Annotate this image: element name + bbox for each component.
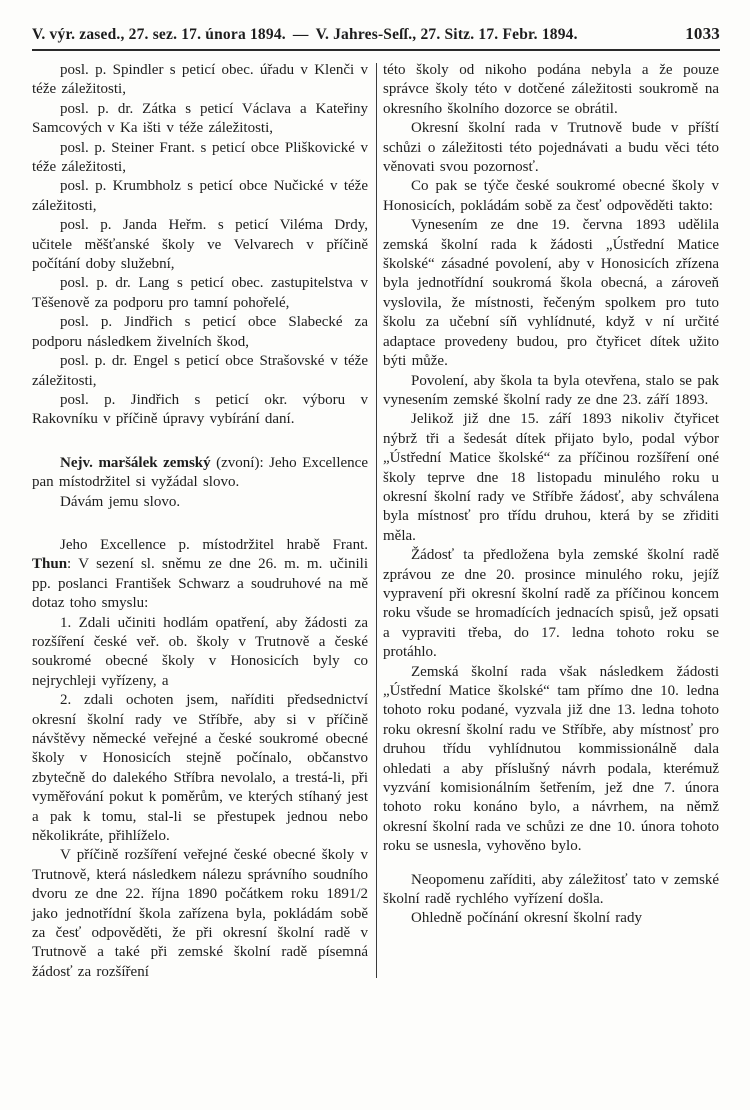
bold-text-segment: Nejv. maršálek zemský bbox=[60, 454, 211, 471]
text-segment: (zvoní): Jeho Excellence pan místodržitel si vyžádal slovo. bbox=[32, 454, 368, 491]
text-segment: 2. zdali ochoten jsem, naříditi předsednictví okresní školní rady ve Stříbře, aby si v příčině návštěvy německé veřejné a české soukromé obecné školy v Honosicích stejně počínalo, občanstvo zbytečně do dalekého Stříbra nevolalo, a trestá-li, při vyměřování pokut k poměrům, ve kterých stíhaný jest a pak k tomu, stal-li se přestupek jednou nebo několikráte, přihlíželo. bbox=[32, 692, 368, 845]
paragraph bbox=[383, 871, 719, 910]
text-segment: posl. p. dr. Lang s peticí obec. zastupitelstva v Těšenově za podporu pro tamní pohořelé, bbox=[32, 275, 368, 311]
paragraph bbox=[32, 493, 368, 512]
text-segment: 1. Zdali učiniti hodlám opatření, aby žádosti za rozšíření české veř. ob. školy v Trutnově a české soukromé obecné školy v Honosicích byly co nejrychleji vyřízeny, a bbox=[32, 614, 368, 689]
paragraph bbox=[383, 909, 719, 928]
text-segment: Jeho Excellence p. místodržitel hrabě Frant. bbox=[60, 536, 368, 553]
bold-text-segment: Thun bbox=[32, 556, 68, 573]
paragraph bbox=[32, 352, 368, 391]
text-segment: posl. p. Spindler s peticí obec. úřadu v Klenči v téže záležitosti, bbox=[32, 62, 368, 98]
paragraph bbox=[383, 177, 719, 216]
text-segment: posl. p. dr. Engel s peticí obce Strašovské v téže záležitosti, bbox=[32, 353, 368, 389]
paragraph bbox=[32, 274, 368, 313]
page-number: 1033 bbox=[685, 24, 720, 43]
left-column bbox=[32, 61, 368, 982]
text-segment: posl. p. dr. Zátka s peticí Václava a Kateřiny Samcových v Ka išti v téže záležitosti, bbox=[32, 100, 368, 137]
paragraph bbox=[32, 536, 368, 614]
paragraph bbox=[32, 100, 368, 139]
text-segment: Povolení, aby škola ta byla otevřena, stalo se pak vynesením zemské školní rady ze dne 23. září 1893. bbox=[383, 372, 719, 408]
column-divider bbox=[376, 63, 377, 978]
text-segment: Co pak se týče české soukromé obecné školy v Honosicích, pokládám sobě za česť odpověděti takto: bbox=[383, 178, 719, 214]
paragraph bbox=[383, 410, 719, 546]
text-segment: : V sezení sl. sněmu ze dne 26. m. m. učinili pp. poslanci František Schwarz a soudruhové na mě dotaz toho smyslu: bbox=[32, 556, 368, 612]
text-segment: této školy od nikoho podána nebyla a že pouze správce školy této v dotčené záležitosti soukromě na okresního školního dozorce se obrátil. bbox=[383, 62, 719, 117]
text-segment: V příčině rozšíření veřejné české obecné školy v Trutnově, která následkem nálezu správního soudního dvoru ze dne 22. října 1890 počátkem roku 1891/2 jako jednotřídní škola zařízena byla, pokládám sobě za česť odpověděti, že při okresní školní radě v Trutnově a také při zemské školní radě písemná žádosť za rozšíření bbox=[32, 847, 368, 980]
header-rule bbox=[32, 49, 720, 51]
text-segment: Žádosť ta předložena byla zemské školní radě zprávou ze dne 20. prosince minulého roku, jejíž vypravení při okresní školní radě za příčinou koncem roku všude se hromadících jednacích spisů, jež opsati a vypraviti třeba, do 17. ledna tohoto roku se protáhlo. bbox=[383, 547, 719, 661]
text-segment: posl. p. Krumbholz s peticí obce Nučické v téže záležitosti, bbox=[32, 178, 368, 214]
header-dateline bbox=[32, 26, 578, 44]
paragraph bbox=[32, 391, 368, 430]
right-column bbox=[383, 61, 719, 982]
text-segment: Vynesením ze dne 19. června 1893 udělila zemská školní rada k žádosti „Ústřední Matice školské“ zásadné povolení, aby v Honosicích zřízena byla jednotřídní soukromá škola obecná, a zároveň vyslovila, že místnosti, řečeným spolkem pro tuto školu za učební síň vyhlídnuté, když v ní určité adaptace provedeny budou, pro čtyřicet dítek užito býti může. bbox=[383, 217, 719, 370]
text-segment: Ohledně počínání okresní školní rady bbox=[411, 910, 642, 927]
paragraph bbox=[32, 614, 368, 692]
paragraph bbox=[383, 119, 719, 177]
text-segment: Dávám jemu slovo. bbox=[60, 493, 181, 510]
paragraph bbox=[383, 546, 719, 662]
header-separator: — bbox=[292, 26, 309, 43]
paragraph bbox=[32, 139, 368, 178]
header-german-date: V. Jahres-Seſſ., 27. Sitz. 17. Febr. 1894. bbox=[315, 26, 578, 43]
paragraph bbox=[383, 372, 719, 411]
text-segment: posl. p. Steiner Frant. s peticí obce Pliškovické v téže záležitosti, bbox=[32, 139, 368, 176]
paragraph bbox=[383, 216, 719, 371]
text-segment: posl. p. Jindřich s peticí obce Slabecké za podporu následkem živelních škod, bbox=[32, 314, 368, 350]
text-segment: posl. p. Janda Heřm. s peticí Viléma Drdy, učitele měšťanské školy ve Velvarech v příčině počítání doby služební, bbox=[32, 217, 368, 273]
text-segment: Jelikož již dne 15. září 1893 nikoliv čtyřicet nýbrž tři a šedesát dítek přijato bylo, podal výbor „Ústřední Matice školské“ za příčinou rozšíření oné školy teprve dne 18 listopadu minulého roku u okresní školní rady ve Stříbře žádosť, aby schválena byla místnosť pro třídu druhou, která by se zřiditi měla. bbox=[383, 411, 719, 544]
text-segment: Neopomenu zaříditi, aby záležitosť tato v zemské školní radě rychlého vyřízení došla. bbox=[383, 871, 719, 908]
paragraph bbox=[32, 61, 368, 100]
paragraph bbox=[32, 846, 368, 982]
paragraph bbox=[32, 216, 368, 274]
text-segment: Okresní školní rada v Trutnově bude v příští schůzi o záležitosti této pojednávati a budu věci této věnovati svou pozornosť. bbox=[383, 120, 719, 176]
text-segment: Zemská školní rada však následkem žádosti „Ústřední Matice školské“ tam přímo dne 10. ledna tohoto roku podané, vyzvala již dne 13. ledna tohoto roku okresní školní radu ve Stříbře, aby místnosť pro druhou třídu vyhlídnutou kommissionálně dala ohledati a aby příslušný návrh podala, kterémuž vyzvání komisionálním šetřením, jež dne 7. února tohoto roku konáno bylo, a návrhem, na němž okresní školní rada ve schůzi ze dne 10. února tohoto roku se usnesla, vyhověno bylo. bbox=[383, 663, 719, 855]
header-czech-date: V. výr. zased., 27. sez. 17. února 1894. bbox=[32, 26, 286, 43]
paragraph bbox=[383, 61, 719, 119]
paragraph bbox=[32, 313, 368, 352]
text-segment: posl. p. Jindřich s peticí okr. výboru v Rakovníku v příčině úpravy vybírání daní. bbox=[32, 391, 368, 428]
paragraph bbox=[32, 177, 368, 216]
page-header bbox=[32, 24, 720, 44]
text-columns bbox=[32, 61, 720, 982]
paragraph bbox=[32, 691, 368, 846]
paragraph bbox=[32, 454, 368, 493]
paragraph bbox=[383, 663, 719, 857]
